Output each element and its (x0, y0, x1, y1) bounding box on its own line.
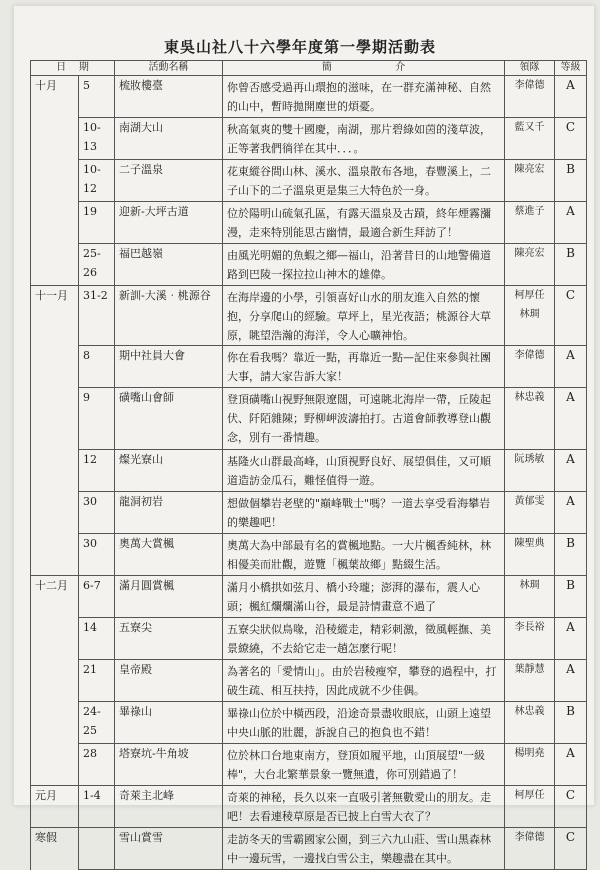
table-row (31, 202, 587, 244)
month-cell (31, 702, 79, 744)
page-mark (210, 784, 213, 794)
month-cell: 十月 (31, 76, 79, 118)
month-cell (31, 492, 79, 534)
date-cell: 25-26 (79, 244, 115, 286)
header-date: 日 期 (31, 61, 115, 76)
activity-name-cell: 迎新-大坪古道 (115, 202, 223, 244)
level-cell: C (555, 286, 587, 346)
level-cell: A (555, 346, 587, 388)
level-cell: A (555, 202, 587, 244)
month-cell (31, 660, 79, 702)
table-row (31, 160, 587, 202)
month-cell (31, 618, 79, 660)
leader-cell: 葉靜慧 (505, 660, 555, 702)
date-cell: 28 (79, 744, 115, 786)
date-cell: 6-7 (79, 576, 115, 618)
leader-cell: 阮琇敏 (505, 450, 555, 492)
month-cell (31, 160, 79, 202)
leader-cell: 林忠義 (505, 702, 555, 744)
intro-cell: 花東縱谷間山林、溪水、溫泉散布各地，春豐溪上，二子山下的二子溫泉更是集三大特色於一身。 (223, 160, 505, 202)
activity-name-cell: 奧萬大賞楓 (115, 534, 223, 576)
activity-table (30, 60, 587, 870)
level-cell: A (555, 660, 587, 702)
activity-name-cell: 燦光寮山 (115, 450, 223, 492)
level-cell: B (555, 576, 587, 618)
table-row (31, 244, 587, 286)
month-cell: 元月 (31, 786, 79, 828)
level-cell: A (555, 76, 587, 118)
month-cell (31, 388, 79, 450)
leader-cell: 林忠義 (505, 388, 555, 450)
table-row (31, 346, 587, 388)
header-intro: 簡 介 (223, 61, 505, 76)
date-cell: 5 (79, 76, 115, 118)
activity-name-cell: 二子溫泉 (115, 160, 223, 202)
month-cell (31, 450, 79, 492)
leader-cell: 李偉德 (505, 76, 555, 118)
activity-name-cell: 雪山賞雪 (115, 828, 223, 870)
header-leader: 領隊 (505, 61, 555, 76)
table-row (31, 618, 587, 660)
date-cell: 10-13 (79, 118, 115, 160)
month-cell (31, 534, 79, 576)
activity-name-cell: 畢祿山 (115, 702, 223, 744)
table-row (31, 286, 587, 346)
level-cell: C (555, 786, 587, 828)
intro-cell: 由風光明媚的魚蝦之鄉—福山，沿著昔日的山地警備道路到巴陵一探拉拉山神木的雄偉。 (223, 244, 505, 286)
month-cell: 寒假 (31, 828, 79, 870)
month-cell (31, 744, 79, 786)
intro-cell: 五寮尖狀似鳥喙，沿稜縱走，精彩刺激，徵風輕撫、美景繚繞，不去給它走一趟怎麼行呢！ (223, 618, 505, 660)
table-row (31, 702, 587, 744)
intro-cell: 位於林口台地東南方，登頂如履平地，山頂展望"一級棒"，大台北繁華景象一覽無遺，你可別錯過了！ (223, 744, 505, 786)
activity-name-cell: 磺嘴山會師 (115, 388, 223, 450)
date-cell: 19 (79, 202, 115, 244)
leader-cell: 黃郁雯 (505, 492, 555, 534)
intro-cell: 登頂磺嘴山視野無限遼闊，可遠眺北海岸一帶，丘陵起伏、阡陌雜陳；野柳岬波濤拍打。古道會師教導登山觀念，別有一番情趣。 (223, 388, 505, 450)
table-row (31, 76, 587, 118)
leader-cell: 蔡進子 (505, 202, 555, 244)
intro-cell: 為著名的「愛情山」。由於岩稜瘦窄，攀登的過程中，打破生疏、相互扶持，因此成就不少佳偶。 (223, 660, 505, 702)
leader-cell: 藍又千 (505, 118, 555, 160)
date-cell: 24-25 (79, 702, 115, 744)
level-cell: A (555, 450, 587, 492)
leader-cell: 楊明堯 (505, 744, 555, 786)
date-cell: 12 (79, 450, 115, 492)
activity-name-cell: 新訓-大溪‧桃源谷 (115, 286, 223, 346)
month-cell (31, 346, 79, 388)
table-row (31, 744, 587, 786)
leader-cell: 陳聖典 (505, 534, 555, 576)
table-row (31, 492, 587, 534)
table-row (31, 576, 587, 618)
date-cell: 9 (79, 388, 115, 450)
activity-name-cell: 五寮尖 (115, 618, 223, 660)
table-row (31, 828, 587, 870)
intro-cell: 在海岸邊的小學，引領喜好山水的朋友進入自然的懷抱，分享爬山的經驗。草坪上，星光夜語；桃源谷大草原，眺望浩瀚的海洋，令人心曠神怡。 (223, 286, 505, 346)
header-level: 等級 (555, 61, 587, 76)
level-cell: B (555, 534, 587, 576)
month-cell (31, 118, 79, 160)
month-cell: 十二月 (31, 576, 79, 618)
leader-cell: 柯厚任 林琱 (505, 286, 555, 346)
month-cell (31, 244, 79, 286)
leader-cell: 李長裕 (505, 618, 555, 660)
level-cell: B (555, 160, 587, 202)
table-row (31, 118, 587, 160)
intro-cell: 奧萬大為中部最有名的賞楓地點。一大片楓香純林，林相優美而壯觀，遊覽「楓葉故鄉」點綴生活。 (223, 534, 505, 576)
activity-name-cell: 皇帝殿 (115, 660, 223, 702)
date-cell: 8 (79, 346, 115, 388)
activity-name-cell: 滿月圓賞楓 (115, 576, 223, 618)
intro-cell: 想做個攀岩老壁的"巔峰戰士"嗎？一道去享受看海攀岩的樂趣吧！ (223, 492, 505, 534)
intro-cell: 你曾否感受過再山環抱的滋味，在一群充滿神秘、自然的山中，暫時拋開塵世的煩憂。 (223, 76, 505, 118)
level-cell: A (555, 492, 587, 534)
date-cell: 1-4 (79, 786, 115, 828)
date-cell: 30 (79, 492, 115, 534)
document-title: 東吳山社八十六學年度第一學期活動表 (163, 38, 436, 56)
month-cell (31, 202, 79, 244)
activity-name-cell: 南湖大山 (115, 118, 223, 160)
leader-cell: 陳亮宏 (505, 244, 555, 286)
activity-name-cell: 期中社員大會 (115, 346, 223, 388)
table-row (31, 388, 587, 450)
date-cell: 30 (79, 534, 115, 576)
intro-cell: 基隆火山群最高峰，山頂視野良好、展望俱佳，又可順道造訪金瓜石，難怪值得一遊。 (223, 450, 505, 492)
activity-name-cell: 塔寮坑-牛角坡 (115, 744, 223, 786)
intro-cell: 秋高氣爽的雙十國慶，南湖，那片碧綠如茵的淺草波，正等著我們徜徉在其中．．．。 (223, 118, 505, 160)
leader-cell: 林琱 (505, 576, 555, 618)
level-cell: B (555, 244, 587, 286)
table-row (31, 660, 587, 702)
date-cell: 21 (79, 660, 115, 702)
intro-cell: 奇萊的神秘，長久以來一直吸引著無數愛山的朋友。走吧！去看連稜草原是否已披上白雪大衣了？ (223, 786, 505, 828)
leader-cell: 陳亮宏 (505, 160, 555, 202)
date-cell: 10-12 (79, 160, 115, 202)
leader-cell: 李偉德 (505, 828, 555, 870)
table-header-row (31, 61, 587, 76)
activity-name-cell: 梳妝樓臺 (115, 76, 223, 118)
table-row (31, 534, 587, 576)
header-activity: 活動名稱 (115, 61, 223, 76)
level-cell: A (555, 618, 587, 660)
date-cell: 14 (79, 618, 115, 660)
intro-cell: 你在看我嗎？靠近一點，再靠近一點—記住來參與社團大事，請大家告訴大家！ (223, 346, 505, 388)
intro-cell: 畢祿山位於中橫西段，沿途奇景盡收眼底，山頭上遠望中央山脈的壯麗，訴說自己的抱負也不錯！ (223, 702, 505, 744)
level-cell: C (555, 118, 587, 160)
intro-cell: 走訪冬天的雪霸國家公園，到三六九山莊、雪山黑森林中一邊玩雪，一邊找白雪公主，樂趣盡在其中。 (223, 828, 505, 870)
activity-name-cell: 福巴越嶺 (115, 244, 223, 286)
leader-cell: 柯厚任 (505, 786, 555, 828)
date-cell: 31-2 (79, 286, 115, 346)
month-cell: 十一月 (31, 286, 79, 346)
leader-cell: 李偉德 (505, 346, 555, 388)
level-cell: B (555, 702, 587, 744)
table-row (31, 786, 587, 828)
intro-cell: 滿月小橋拱如弦月、橋小玲瓏；澎湃的瀑布，震人心頭；楓紅爛爛滿山谷，最是詩情畫意不過了 (223, 576, 505, 618)
level-cell: C (555, 828, 587, 870)
activity-name-cell: 龍洞初岩 (115, 492, 223, 534)
activity-name-cell: 奇萊主北峰 (115, 786, 223, 828)
level-cell: A (555, 388, 587, 450)
date-cell (79, 828, 115, 870)
table-row (31, 450, 587, 492)
intro-cell: 位於陽明山硫氣孔區，有露天溫泉及古蹟，終年煙霧瀰漫，走來特別能思古幽情，最適合新生拜訪了！ (223, 202, 505, 244)
level-cell: A (555, 744, 587, 786)
